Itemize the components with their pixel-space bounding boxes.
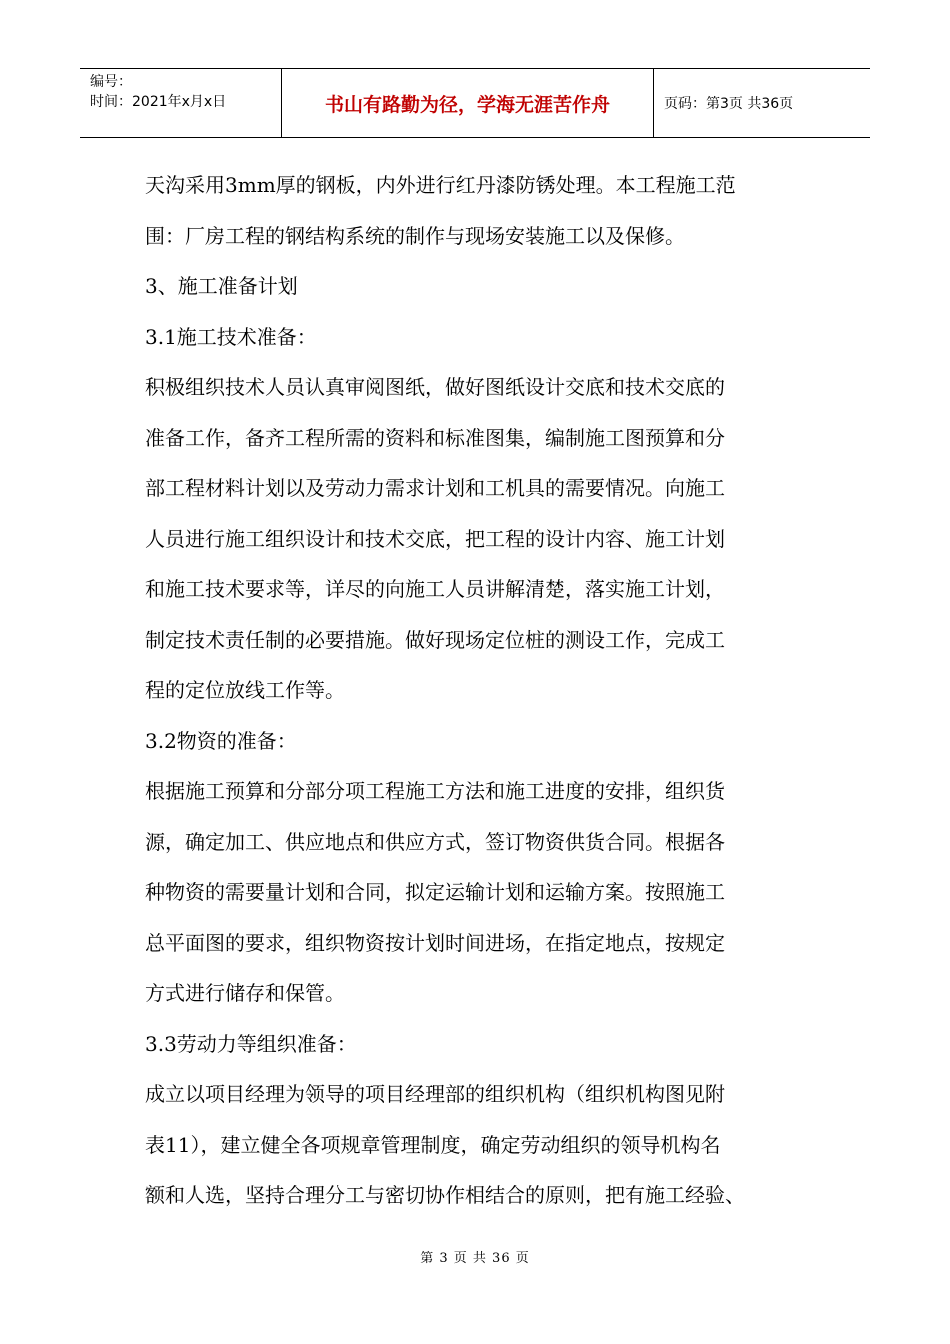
subsection-heading: 3.3劳动力等组织准备：	[145, 1031, 357, 1056]
body-line: 人员进行施工组织设计和技术交底，把工程的设计内容、施工计划	[145, 526, 725, 551]
section-heading: 3、施工准备计划	[145, 274, 298, 298]
header-page-info: 页码：第3页 共36页	[664, 96, 794, 112]
body-line: 方式进行储存和保管。	[145, 981, 345, 1005]
body-line: 源，确定加工、供应地点和供应方式，签订物资供货合同。根据各	[145, 829, 725, 854]
document-time-label: 时间：2021年x月x日	[90, 94, 227, 110]
body-line: 种物资的需要量计划和合同，拟定运输计划和运输方案。按照施工	[145, 880, 725, 904]
header-meta-cell	[80, 69, 282, 137]
page-footer: 第 3 页 共 36 页	[420, 1251, 530, 1266]
body-line: 成立以项目经理为领导的项目经理部的组织机构（组织机构图见附	[145, 1082, 725, 1106]
body-line: 表11），建立健全各项规章管理制度，确定劳动组织的领导机构名	[145, 1132, 721, 1157]
body-line: 准备工作，备齐工程所需的资料和标准图集，编制施工图预算和分	[145, 425, 725, 450]
page-header	[80, 68, 870, 138]
body-line: 积极组织技术人员认真审阅图纸，做好图纸设计交底和技术交底的	[145, 375, 725, 399]
body-line: 根据施工预算和分部分项工程施工方法和施工进度的安排，组织货	[145, 779, 725, 803]
document-number-label: 编号：	[90, 74, 132, 90]
subsection-heading: 3.1施工技术准备：	[145, 324, 317, 349]
body-line: 程的定位放线工作等。	[145, 678, 345, 702]
body-line: 制定技术责任制的必要措施。做好现场定位桩的测设工作，完成工	[145, 627, 725, 652]
header-motto: 书山有路勤为径，学海无涯苦作舟	[282, 69, 654, 137]
body-line: 部工程材料计划以及劳动力需求计划和工机具的需要情况。向施工	[145, 476, 725, 500]
document-body	[145, 160, 810, 1221]
body-line: 和施工技术要求等，详尽的向施工人员讲解清楚，落实施工计划，	[145, 577, 725, 601]
body-line: 围：厂房工程的钢结构系统的制作与现场安装施工以及保修。	[145, 223, 685, 248]
subsection-heading: 3.2物资的准备：	[145, 728, 297, 753]
body-line: 总平面图的要求，组织物资按计划时间进场，在指定地点，按规定	[145, 930, 725, 955]
body-line: 天沟采用3mm厚的钢板，内外进行红丹漆防锈处理。本工程施工范	[145, 173, 736, 197]
body-line: 额和人选，坚持合理分工与密切协作相结合的原则，把有施工经验、	[145, 1183, 745, 1207]
